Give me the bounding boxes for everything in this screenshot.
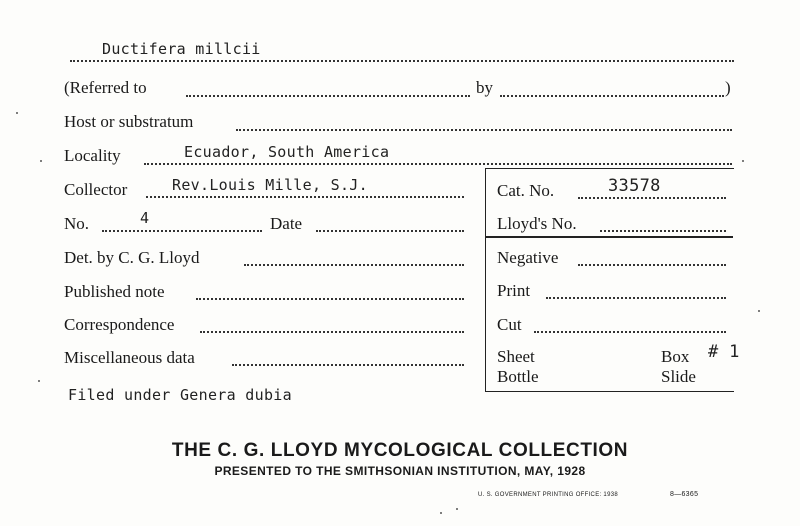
host-line: [236, 129, 732, 131]
published-label: Published note: [64, 282, 165, 301]
lloyds-no-line: [600, 230, 726, 232]
printing-office-imprint: U. S. GOVERNMENT PRINTING OFFICE: 1938: [478, 492, 618, 498]
cut-label: Cut: [497, 315, 522, 334]
print-line: [546, 297, 726, 299]
specimen-name-line: [70, 60, 734, 62]
scan-speck: [40, 160, 42, 162]
cut-line: [534, 331, 726, 333]
collection-title: THE C. G. LLOYD MYCOLOGICAL COLLECTION: [171, 440, 629, 461]
date-label: Date: [270, 214, 303, 233]
close-paren: ): [725, 78, 731, 97]
det-line: [244, 264, 464, 266]
box-value: # 1: [708, 342, 740, 362]
slide-label: Slide: [661, 367, 696, 386]
cat-no-line: [578, 197, 726, 199]
collection-subtitle: PRESENTED TO THE SMITHSONIAN INSTITUTION, MAY, 1928: [214, 464, 586, 478]
correspondence-label: Correspondence: [64, 315, 175, 334]
bottle-label: Bottle: [497, 367, 539, 386]
no-label: No.: [64, 214, 90, 233]
scan-speck: [440, 512, 442, 514]
misc-line: [232, 364, 464, 366]
correspondence-line: [200, 331, 464, 333]
no-line: [102, 230, 262, 232]
print-label: Print: [497, 281, 531, 300]
scan-speck: [456, 508, 458, 510]
scan-speck: [742, 160, 744, 162]
cat-no-value: 33578: [608, 176, 661, 196]
form-number: 8—6365: [670, 491, 699, 498]
det-label: Det. by C. G. Lloyd: [64, 248, 200, 267]
locality-line: [144, 163, 732, 165]
date-line: [316, 230, 464, 232]
by-label: by: [476, 78, 493, 97]
collector-value: Rev.Louis Mille, S.J.: [172, 176, 368, 194]
box-label: Box: [661, 347, 690, 366]
collector-label: Collector: [64, 180, 128, 199]
cat-no-label: Cat. No.: [497, 181, 555, 200]
lloyds-no-label: Lloyd's No.: [497, 214, 577, 233]
referred-to-label: (Referred to: [64, 78, 147, 97]
host-label: Host or substratum: [64, 112, 194, 131]
sheet-label: Sheet: [497, 347, 535, 366]
negative-line: [578, 264, 726, 266]
filed-under-note: Filed under Genera dubia: [68, 386, 292, 404]
referred-to-line: [186, 95, 470, 97]
by-line: [500, 95, 724, 97]
negative-label: Negative: [497, 248, 559, 267]
locality-label: Locality: [64, 146, 121, 165]
scan-speck: [758, 310, 760, 312]
scan-speck: [38, 380, 40, 382]
no-value: 4: [140, 209, 150, 227]
collector-line: [146, 196, 464, 198]
catalog-box-divider: [486, 236, 733, 238]
misc-label: Miscellaneous data: [64, 348, 195, 367]
published-line: [196, 298, 464, 300]
locality-value: Ecuador, South America: [184, 143, 390, 161]
scan-speck: [16, 112, 18, 114]
specimen-name: Ductifera millcii: [102, 40, 261, 58]
